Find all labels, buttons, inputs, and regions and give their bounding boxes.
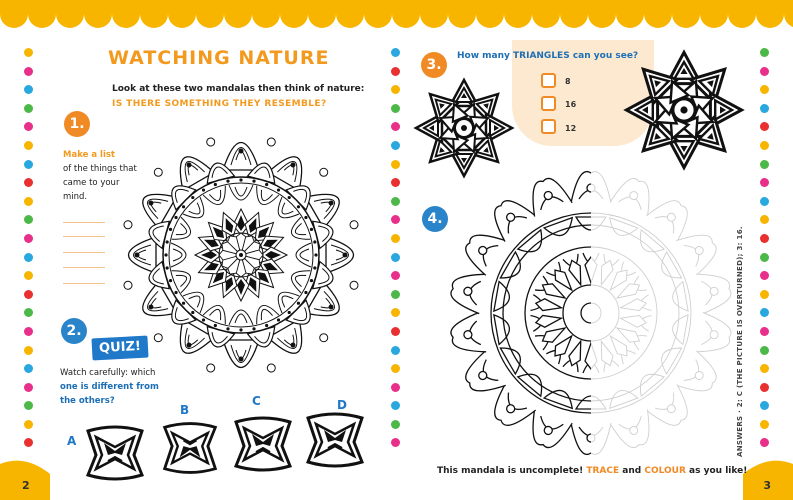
decor-dot [24,48,33,57]
decor-dot [760,141,769,150]
corner-right [743,454,793,500]
decor-dot [391,67,400,76]
page-number-left: 2 [22,479,30,492]
decor-dot [391,104,400,113]
intro-text: Look at these two mandalas then think of nature: [112,84,365,94]
step-2-instructions [60,366,159,408]
choice-label-16: 16 [565,100,577,109]
write-line[interactable] [63,283,105,284]
decor-dot [391,160,400,169]
decor-dot [760,215,769,224]
option-c-shape[interactable] [230,416,296,472]
answers-footnote: ANSWERS · 2: C (THE PICTURE IS OVERTURNED); 3: 16. [736,226,744,457]
right-dot-column [760,48,770,457]
page-number-right: 3 [763,479,771,492]
decor-dot [24,308,33,317]
step-2-line3: the others? [60,396,115,406]
option-a-shape[interactable] [82,425,148,481]
quiz-badge: QUIZ! [91,336,148,361]
decor-dot [24,346,33,355]
option-b-shape[interactable] [159,419,221,477]
decor-dot [24,160,33,169]
decor-dot [24,420,33,429]
decor-dot [760,122,769,131]
step-2-line1: Watch carefully: which [60,368,156,378]
decor-dot [24,215,33,224]
decor-dot [24,290,33,299]
step-1-line3: came to your [63,178,120,188]
choice-checkbox-16[interactable] [541,96,556,111]
decor-dot [760,67,769,76]
decor-dot [24,104,33,113]
triangle-mandala-right [624,50,744,170]
write-line[interactable] [63,236,105,237]
decor-dot [760,401,769,410]
decor-dot [391,234,400,243]
option-a-label: A [67,434,77,448]
write-line[interactable] [63,222,105,223]
scalloped-banner [0,0,793,36]
choice-checkbox-8[interactable] [541,73,556,88]
step-2-badge: 2. [61,318,87,344]
decor-dot [760,104,769,113]
step-1-line2: of the things that [63,164,137,174]
step-2-line2: one is different from [60,382,159,392]
step-1-badge: 1. [64,111,90,137]
decor-dot [391,253,400,262]
decor-dot [760,327,769,336]
decor-dot [24,234,33,243]
decor-dot [24,383,33,392]
write-line[interactable] [63,252,105,253]
option-d-label: D [337,398,347,412]
step-3-question: How many TRIANGLES can you see? [457,51,639,61]
decor-dot [391,215,400,224]
page-title: WATCHING NATURE [108,47,330,69]
decor-dot [760,346,769,355]
decor-dot [760,197,769,206]
intro-question: IS THERE SOMETHING THEY RESEMBLE? [112,99,327,109]
decor-dot [24,327,33,336]
decor-dot [391,48,400,57]
decor-dot [391,420,400,429]
decor-dot [760,383,769,392]
choice-checkbox-12[interactable] [541,119,556,134]
decor-dot [24,438,33,447]
decor-dot [24,197,33,206]
decor-dot [391,290,400,299]
decor-dot [760,438,769,447]
decor-dot [391,401,400,410]
option-c-label: C [252,394,261,408]
decor-dot [760,290,769,299]
decor-dot [24,122,33,131]
decor-dot [760,253,769,262]
decor-dot [760,234,769,243]
decor-dot [760,271,769,280]
main-mandala[interactable] [110,124,372,386]
decor-dot [760,160,769,169]
decor-dot [760,178,769,187]
decor-dot [760,85,769,94]
option-b-label: B [180,403,190,417]
decor-dot [391,178,400,187]
decor-dot [24,271,33,280]
decor-dot [391,197,400,206]
decor-dot [760,48,769,57]
decor-dot [391,438,400,447]
step-1-line4: mind. [63,192,88,202]
corner-left [0,454,50,500]
decor-dot [24,67,33,76]
decor-dot [391,85,400,94]
choice-label-12: 12 [565,124,577,133]
decor-dot [760,364,769,373]
spine-dot-column [391,48,401,457]
decor-dot [391,271,400,280]
decor-dot [24,364,33,373]
step-4-instructions: This mandala is uncomplete! TRACE and COLOUR as you like! [437,466,748,476]
tracing-mandala[interactable] [441,163,741,463]
decor-dot [391,364,400,373]
step-4-badge: 4. [422,206,448,232]
step-3-badge: 3. [421,52,447,78]
step-1-highlight: Make a list [63,150,115,160]
left-dot-column [24,48,34,457]
decor-dot [760,308,769,317]
decor-dot [391,122,400,131]
decor-dot [24,178,33,187]
decor-dot [391,141,400,150]
decor-dot [391,327,400,336]
decor-dot [760,420,769,429]
decor-dot [24,401,33,410]
decor-dot [391,346,400,355]
option-d-shape[interactable] [302,412,368,468]
choice-label-8: 8 [565,77,571,86]
decor-dot [24,141,33,150]
write-line[interactable] [63,267,105,268]
decor-dot [391,308,400,317]
decor-dot [391,383,400,392]
decor-dot [24,85,33,94]
decor-dot [24,253,33,262]
